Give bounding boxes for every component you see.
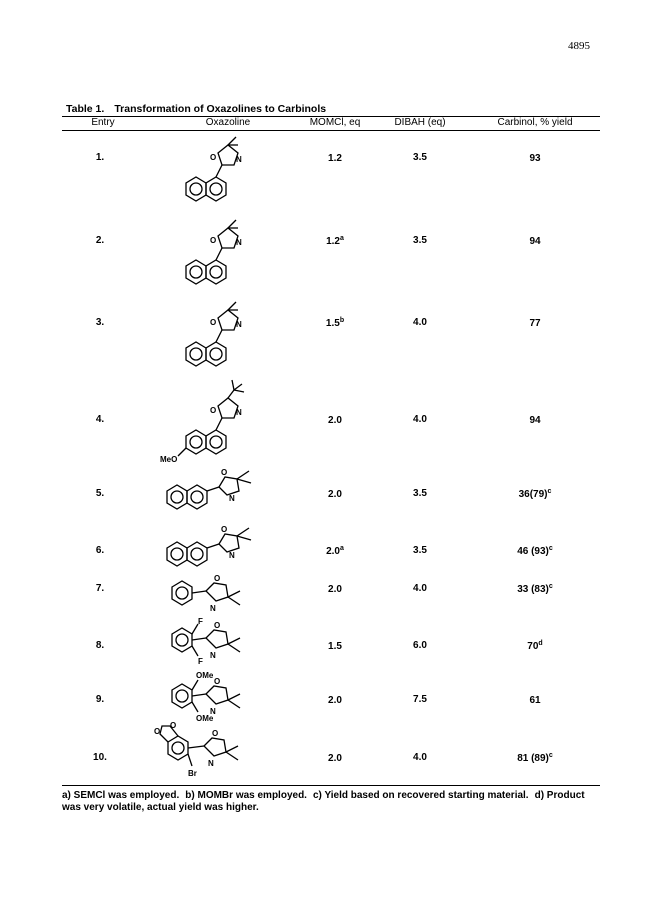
carbinol-footnote-mark: c [548, 752, 553, 759]
dibah-eq: 4.0 [413, 583, 427, 594]
entry-number: 5. [95, 488, 105, 499]
table-bottom-rule [62, 785, 600, 786]
momcl-value: 2.0 [328, 415, 342, 426]
momcl-footnote-mark: a [340, 545, 344, 552]
momcl-value: 1.5 [325, 318, 340, 329]
carbinol-yield [470, 752, 600, 764]
atom-label: N [229, 494, 235, 503]
carbinol-yield [470, 414, 600, 426]
entry-number: 10. [93, 752, 107, 763]
carbinol-yield [470, 317, 600, 329]
page-number: 4895 [568, 40, 590, 52]
atom-label: MeO [160, 455, 178, 464]
carbinol-footnote-mark: c [548, 545, 553, 552]
atom-label: O [221, 468, 228, 477]
atom-label: OMe [196, 714, 214, 723]
momcl-value: 2.0 [326, 546, 340, 557]
atom-label: O [170, 721, 177, 730]
carbinol-yield [470, 235, 600, 247]
atom-label: O [210, 153, 217, 162]
carbinol-value: 94 [529, 236, 541, 247]
carbinol-yield [470, 152, 600, 164]
carbinol-value: 70 [527, 641, 539, 652]
oxazoline-structure-5 [155, 465, 280, 525]
entry-number: 2. [95, 235, 105, 246]
atom-label: N [210, 604, 216, 613]
atom-label: F [198, 657, 203, 666]
entry-number: 7. [95, 583, 105, 594]
carbinol-value: 93 [529, 153, 541, 164]
momcl-value: 2.0 [328, 584, 342, 595]
atom-label: N [236, 408, 242, 417]
carbinol-yield [470, 545, 600, 557]
oxazoline-structure-2 [170, 216, 280, 301]
entry-number: 8. [95, 640, 105, 651]
momcl-value: 2.0 [328, 695, 342, 706]
footnote-c: c) Yield based on recovered starting material. [312, 790, 529, 801]
atom-label: N [210, 651, 216, 660]
momcl-value: 1.5 [328, 641, 342, 652]
entry-number: 3. [95, 317, 105, 328]
atom-label: O [221, 525, 228, 534]
dibah-eq: 7.5 [413, 694, 427, 705]
atom-label: Br [188, 769, 197, 778]
oxazoline-structure-3 [170, 298, 280, 383]
caption-title: Transformation of Oxazolines to Carbinols [114, 103, 327, 115]
oxazoline-structure-4 [160, 380, 280, 470]
atom-label: F [198, 617, 203, 626]
entry-number: 4. [95, 414, 105, 425]
carbinol-value: 94 [529, 415, 541, 426]
carbinol-value: 77 [529, 318, 541, 329]
atom-label: N [208, 759, 214, 768]
carbinol-value: 61 [529, 695, 541, 706]
entry-number: 9. [95, 694, 105, 705]
footnote-a: a) SEMCl was employed. [62, 790, 180, 801]
dibah-eq: 3.5 [413, 235, 427, 246]
footnotes [62, 790, 602, 814]
footnote-d: d) Product was very volatile, actual yield was higher. [62, 790, 585, 813]
entry-number: 1. [95, 152, 105, 163]
carbinol-value: 33 (83) [517, 584, 549, 595]
carbinol-yield [470, 488, 600, 500]
footnote-b: b) MOMBr was employed. [185, 790, 307, 801]
header-oxazoline: Oxazoline [205, 117, 251, 128]
atom-label: N [210, 707, 216, 716]
header-entry: Entry [91, 117, 115, 128]
carbinol-value: 81 (89) [517, 753, 549, 764]
table-header-rule [62, 130, 600, 131]
atom-label: O [214, 677, 221, 686]
dibah-eq: 3.5 [413, 488, 427, 499]
oxazoline-structure-10 [150, 720, 275, 785]
dibah-eq: 6.0 [413, 640, 427, 651]
momcl-footnote-mark: b [339, 317, 345, 324]
atom-label: O [210, 236, 217, 245]
dibah-eq: 4.0 [413, 414, 427, 425]
header-momcl: MOMCl, eq [309, 117, 361, 128]
oxazoline-structure-1 [170, 133, 280, 218]
atom-label: O [210, 318, 217, 327]
atom-label: N [236, 320, 242, 329]
carbinol-footnote-mark: d [538, 640, 543, 647]
momcl-footnote-mark: a [340, 235, 344, 242]
atom-label: O [154, 727, 161, 736]
dibah-eq: 3.5 [413, 152, 427, 163]
carbinol-yield [470, 640, 600, 652]
atom-label: O [214, 621, 221, 630]
caption-label: Table 1. [66, 103, 105, 115]
atom-label: N [236, 238, 242, 247]
atom-label: N [229, 551, 235, 560]
dibah-eq: 4.0 [413, 752, 427, 763]
carbinol-yield [470, 583, 600, 595]
momcl-value: 2.0 [328, 489, 342, 500]
entry-number: 6. [95, 545, 105, 556]
atom-label: O [212, 729, 219, 738]
header-carbinol: Carbinol, % yield [497, 117, 573, 128]
atom-label: OMe [196, 671, 214, 680]
carbinol-value: 36(79) [518, 489, 548, 500]
carbinol-value: 46 (93) [517, 546, 549, 557]
table-caption [66, 103, 406, 115]
dibah-eq: 4.0 [413, 317, 427, 328]
carbinol-footnote-mark: c [548, 583, 553, 590]
dibah-eq: 3.5 [413, 545, 427, 556]
atom-label: O [210, 406, 217, 415]
atom-label: O [214, 574, 221, 583]
carbinol-yield [470, 694, 600, 706]
carbinol-footnote-mark: c [547, 488, 552, 495]
momcl-value: 2.0 [328, 753, 342, 764]
momcl-value: 1.2 [328, 153, 342, 164]
header-dibah: DIBAH (eq) [394, 117, 446, 128]
momcl-value: 1.2 [326, 236, 340, 247]
atom-label: N [236, 155, 242, 164]
